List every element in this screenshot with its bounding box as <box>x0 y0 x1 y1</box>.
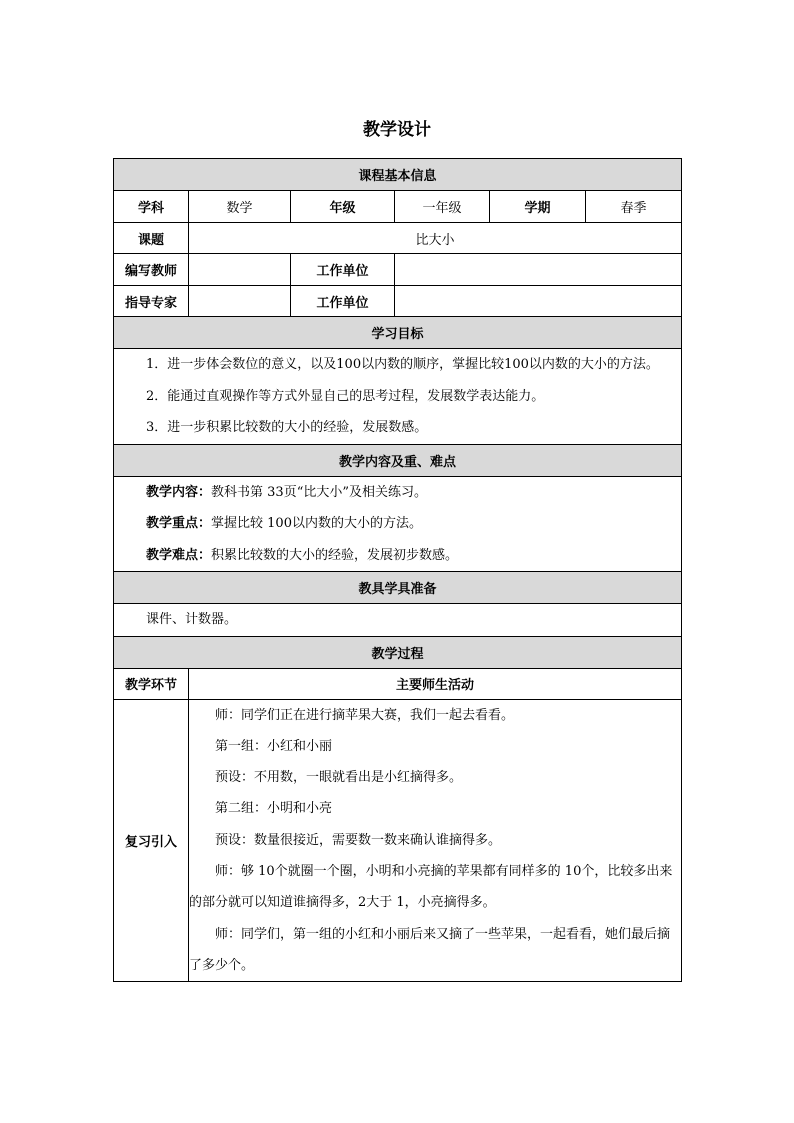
section-teaching-content: 教学内容及重、难点 <box>114 444 682 476</box>
teacher-value <box>189 254 291 286</box>
term-label: 学期 <box>490 191 586 223</box>
key-point-row <box>114 508 681 540</box>
learning-goals-cell <box>114 349 682 445</box>
topic-value: 比大小 <box>189 223 682 254</box>
content-text: 教科书第 33页“比大小”及相关练习。 <box>211 484 427 500</box>
tools-text: 课件、计数器。 <box>146 612 238 627</box>
work-unit-value <box>395 254 682 286</box>
goal-item: 2．能通过直观操作等方式外显自己的思考过程，发展数学表达能力。 <box>146 388 545 404</box>
activity-paragraph: 预设：不用数，一眼就看出是小红摘得多。 <box>215 770 463 786</box>
section-tools: 教具学具准备 <box>114 572 682 604</box>
grade-value: 一年级 <box>395 191 490 223</box>
term-value: 春季 <box>586 191 682 223</box>
lesson-plan-table <box>113 158 682 982</box>
activity-paragraph: 第一组：小红和小丽 <box>215 738 333 754</box>
activity-paragraph: 师：同学们正在进行摘苹果大赛，我们一起去看看。 <box>215 707 515 723</box>
expert-unit-label: 工作单位 <box>291 286 395 317</box>
difficulty-row <box>114 540 681 572</box>
activity-paragraph: 第二组：小明和小亮 <box>215 801 333 817</box>
goal-item: 3．进一步积累比较数的大小的经验，发展数感。 <box>146 420 428 435</box>
activity-paragraph: 预设：数量很接近，需要数一数来确认谁摘得多。 <box>215 832 502 848</box>
subject-value: 数学 <box>189 191 291 223</box>
tools-cell <box>114 604 682 637</box>
subject-label: 学科 <box>114 191 189 223</box>
activity-column-header: 主要师生活动 <box>189 668 682 699</box>
stage-review-intro: 复习引入 <box>114 699 189 982</box>
expert-label: 指导专家 <box>114 286 189 317</box>
content-label: 教学内容： <box>146 484 212 500</box>
page-title: 教学设计 <box>363 120 431 140</box>
activity-paragraph: 师：够 10个就圈一个圈，小明和小亮摘的苹果都有同样多的 10个，比较多出来的部分就可以知道谁摘得多，2大于 1，小亮摘得多。 <box>189 863 673 911</box>
expert-value <box>189 286 291 317</box>
section-teaching-process: 教学过程 <box>114 636 682 668</box>
content-row <box>114 477 681 509</box>
teaching-content-cell <box>114 476 682 572</box>
section-learning-goals: 学习目标 <box>114 317 682 349</box>
teacher-label: 编写教师 <box>114 254 189 286</box>
goal-item: 1．进一步体会数位的意义，以及100以内数的顺序，掌握比较100以内数的大小的方法。 <box>146 357 659 372</box>
work-unit-label: 工作单位 <box>291 254 395 286</box>
key-point-label: 教学重点： <box>146 516 212 531</box>
stage-column-header: 教学环节 <box>114 668 189 699</box>
grade-label: 年级 <box>291 191 395 223</box>
activity-paragraph: 师：同学们，第一组的小红和小丽后来又摘了一些苹果，一起看看，她们最后摘了多少个。 <box>189 926 671 973</box>
expert-unit-value <box>395 286 682 317</box>
key-point-text: 掌握比较 100以内数的大小的方法。 <box>211 516 422 531</box>
difficulty-label: 教学难点： <box>146 547 212 563</box>
activity-cell <box>189 699 682 982</box>
difficulty-text: 积累比较数的大小的经验，发展初步数感。 <box>211 547 459 563</box>
section-basic-info: 课程基本信息 <box>114 159 682 191</box>
topic-label: 课题 <box>114 223 189 254</box>
